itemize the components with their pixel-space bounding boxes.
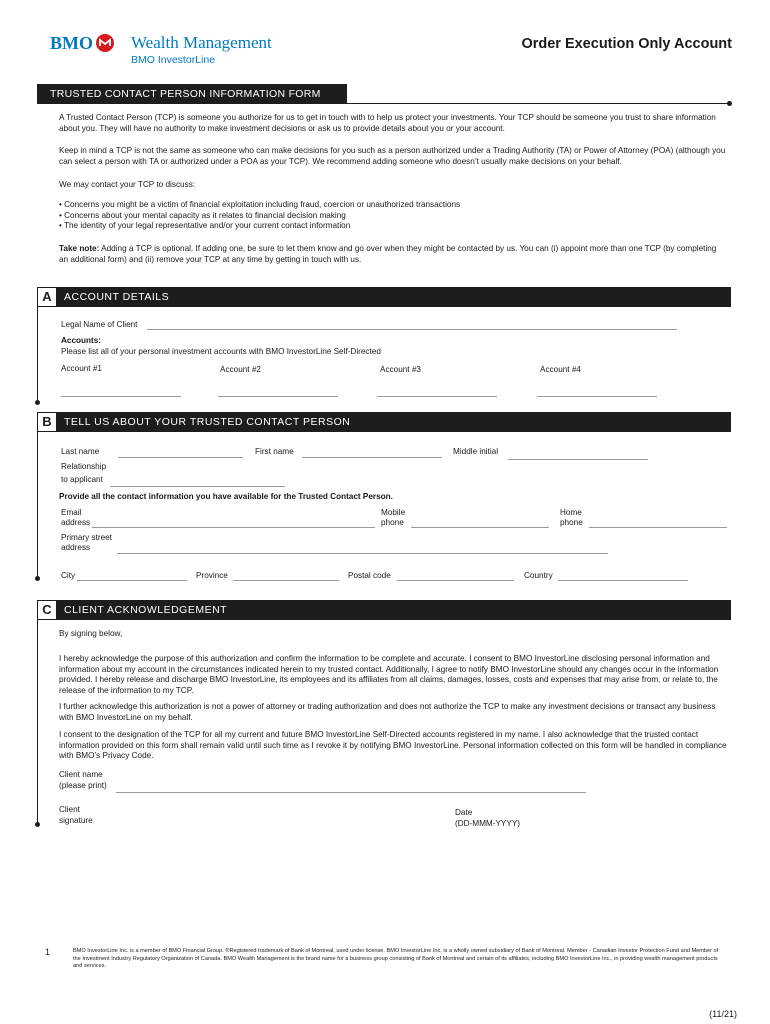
acknowledgement-p2: I further acknowledge this authorization is not a power of attorney or trading authorization and does not authorize the TCP to make any investment decisions or transact any business with BMO InvestorLine on my behalf. [59,702,716,722]
relationship-label [61,462,106,486]
postal-code-field[interactable] [397,580,514,581]
street-field[interactable] [117,553,608,554]
home-label-line1: Home [560,508,582,517]
client-signature-label [59,805,93,827]
section-b-letter: B [37,412,57,432]
by-signing: By signing below, [59,629,123,638]
email-label [61,508,90,529]
middle-initial-field[interactable] [508,459,648,460]
form-title-bar [37,84,347,104]
account-2-field[interactable] [218,396,338,397]
client-signature-label-line1: Client [59,805,80,814]
relationship-label-line2: to applicant [61,475,103,485]
last-name-label: Last name [61,447,100,456]
client-name-label-line1: Client name [59,770,103,779]
form-version: (11/21) [709,1009,737,1019]
home-label-line2: phone [560,518,583,528]
rule-dot [35,822,40,827]
intro-bullets [59,200,719,232]
document-title: Order Execution Only Account [521,36,732,52]
rule-dot [35,400,40,405]
client-signature-field[interactable] [100,800,440,825]
section-a-bar [37,287,731,307]
client-signature-label-line2: signature [59,816,93,826]
account-1-label: Account #1 [61,364,102,373]
section-c-bar [37,600,731,620]
roundel-icon [96,34,114,52]
date-label [455,808,520,830]
relationship-field[interactable] [110,486,285,487]
email-label-line2: address [61,518,91,528]
provide-instructions: Provide all the contact information you have available for the Trusted Contact Person. [59,492,393,501]
section-a-letter: A [37,287,57,307]
email-label-line1: Email [61,508,82,517]
intro-p2: Keep in mind a TCP is not the same as someone who can make decisions for you such as a person authorized under a Trading Authority (TA) or Power of Attorney (POA) (although you can select a person with TA or authorized under a POA as your TCP). We recommend adding someone who doesn’t usually make decisions on your behalf. [59,146,726,166]
mobile-label [381,508,405,529]
account-2-label: Account #2 [220,365,261,374]
postal-code-label: Postal code [348,571,391,580]
city-label: City [61,571,76,580]
date-field[interactable] [520,805,720,827]
account-3-field[interactable] [377,396,497,397]
section-b-bar [37,412,731,432]
section-c-rule [37,620,38,825]
country-field[interactable] [558,580,688,581]
date-label-line2: (DD-MMM-YYYY) [455,819,521,829]
account-4-label: Account #4 [540,365,581,374]
relationship-label-line1: Relationship [61,462,107,471]
date-label-line1: Date [455,808,473,817]
legal-name-label: Legal Name of Client [61,320,138,329]
acknowledgement-p3: I consent to the designation of the TCP for all my current and future BMO InvestorLine Self-Directed accounts registered in my name. I also acknowledge that the trusted contact information provided on this form shall remain valid until such time as I revoke it by notifying BMO InvestorLine. Personal information collected on this form will be handled in compliance with BMO’s Privacy Code. [59,730,727,761]
intro-p1: A Trusted Contact Person (TCP) is someone you authorize for us to get in touch with to help us protect your investments. Your TCP should be someone you trust to share information about you. They will have no authority to make investment decisions or ask us to provide details about you or your account. [59,113,716,133]
first-name-label: First name [255,447,294,456]
city-field[interactable] [77,580,187,581]
account-4-field[interactable] [537,396,657,397]
page-number: 1 [45,947,51,957]
middle-initial-label: Middle initial [453,447,499,456]
legal-name-field[interactable] [147,329,677,330]
logo-sub-text: BMO InvestorLine [131,54,216,66]
last-name-field[interactable] [118,457,243,458]
client-name-label [59,770,107,792]
list-item: • The identity of your legal representative and/or your current contact information [59,221,351,231]
first-name-field[interactable] [302,457,442,458]
intro-p3: We may contact your TCP to discuss: [59,180,196,189]
section-c-title: CLIENT ACKNOWLEDGEMENT [64,604,228,616]
section-b-title: TELL US ABOUT YOUR TRUSTED CONTACT PERSON [64,416,351,428]
rule-dot [35,576,40,581]
section-a-rule [37,307,38,402]
mobile-label-line1: Mobile [381,508,406,517]
take-note-label: Take note: [59,244,100,253]
home-phone-field[interactable] [589,527,727,528]
section-c-letter: C [37,600,57,620]
email-field[interactable] [92,527,375,528]
logo-wealth-text: Wealth Management [131,33,272,52]
footer-legal: BMO InvestorLine Inc. is a member of BMO Financial Group. ®Registered trademark of Bank of Montreal, used under license. BMO InvestorLine Inc. is a wholly owned subsidiary of Bank of Montreal. Member - Canadian Investor Protection Fund and Member of the Investment Industry Regulatory Organization of Canada. BMO Wealth Management is the brand name for a business group consisting of Bank of Montreal and certain of its affiliates, including BMO InvestorLine Inc., in providing wealth management products and services. [73,948,719,970]
client-name-field[interactable] [116,792,586,793]
mobile-label-line2: phone [381,518,404,528]
home-label [560,508,583,529]
mobile-field[interactable] [411,527,549,528]
street-label-line1: Primary street [61,533,112,542]
list-item: • Concerns about your mental capacity as it relates to financial decision making [59,210,346,220]
street-label-line2: address [61,543,91,553]
acknowledgement-p1: I hereby acknowledge the purpose of this authorization and confirm the information to be complete and accurate. I consent to BMO InvestorLine disclosing personal information and information about my account in the circumstances indicated herein to my trusted contact. Additionally, I agree to notify BMO InvestorLine should any changes occur in the information provided. I hereby release and discharge BMO InvestorLine, its employees and its affiliates from all claims, damages, losses, costs and expenses that may arise from, or relate to, the release of the information to my TCP. [59,654,719,695]
logo-bmo-text: BMO [50,33,93,53]
list-item: • Concerns you might be a victim of financial exploitation including fraud, coercion or unauthorized transactions [59,200,461,209]
title-rule [347,103,730,104]
take-note [59,244,719,265]
accounts-instructions: Please list all of your personal investment accounts with BMO InvestorLine Self-Directed [61,347,381,356]
account-1-field[interactable] [61,396,181,397]
section-a-title: ACCOUNT DETAILS [64,291,170,303]
form-title: TRUSTED CONTACT PERSON INFORMATION FORM [50,88,321,100]
country-label: Country [524,571,553,580]
client-name-label-line2: (please print) [59,781,107,791]
brand-logo [50,33,310,68]
accounts-label: Accounts: [61,336,102,345]
street-label [61,533,112,554]
province-field[interactable] [233,580,339,581]
account-3-label: Account #3 [380,365,421,374]
section-b-rule [37,432,38,579]
province-label: Province [196,571,228,580]
rule-dot [727,101,732,106]
take-note-text: Adding a TCP is optional. If adding one, be sure to let them know and go over when they might be contacted by us. You can (i) appoint more than one TCP (by completing an additional form) and (ii) remove your TCP at any time by getting in touch with us. [59,244,717,264]
